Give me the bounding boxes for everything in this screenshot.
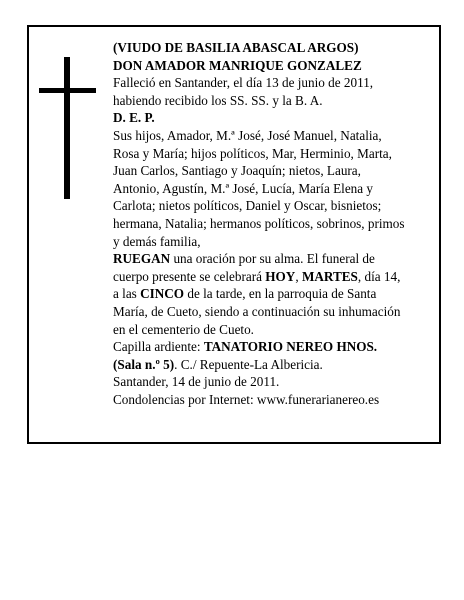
death-line: Falleció en Santander, el día 13 de junio de 2011, (113, 75, 374, 91)
request-line: María, de Cueto, siendo a continuación su inhumación (113, 303, 401, 319)
request-text: , día 14, (357, 268, 401, 284)
ruegan-text: RUEGAN (113, 251, 171, 267)
family-line: y demás familia, (113, 233, 201, 249)
family-line: Sus hijos, Amador, M.ª José, José Manuel, Natalia, (113, 127, 382, 143)
request-line: en el cementerio de Cueto. (113, 321, 254, 337)
martes-text: MARTES (301, 268, 358, 284)
rip-text: D. E. P. (113, 110, 155, 126)
request-text: de la tarde, en la parroquia de Santa (184, 286, 377, 302)
request-text: una oración por su alma. El funeral de (170, 251, 375, 267)
chapel-line (113, 338, 435, 356)
funeral-home-name: TANATORIO NEREO HNOS. (203, 339, 378, 355)
cinco-text: CINCO (140, 286, 185, 302)
request-text: cuerpo presente se celebrará (113, 268, 266, 284)
family-line: Rosa y María; hijos políticos, Mar, Herminio, Marta, (113, 145, 392, 161)
obituary-text (113, 39, 435, 408)
death-line: habiendo recibido los SS. SS. y la B. A. (113, 92, 323, 108)
family-line: hermana, Natalia; hermanos políticos, sobrinos, primos (113, 215, 405, 231)
cross-icon (64, 57, 70, 199)
chapel-label: Capilla ardiente: (113, 339, 204, 355)
condolences-line: Condolencias por Internet: www.funerarianereo.es (113, 391, 380, 407)
room-number: (Sala n.º 5) (113, 356, 175, 372)
cross-icon-bar (39, 88, 96, 93)
request-text: a las (113, 286, 141, 302)
request-line (113, 285, 435, 303)
request-line (113, 268, 435, 286)
family-line: Antonio, Agustín, M.ª José, Lucía, María Elena y (113, 180, 374, 196)
chapel-address: . C./ Repuente-La Albericia. (174, 356, 323, 372)
request-text: , (295, 268, 302, 284)
request-line (113, 250, 435, 268)
date-place: Santander, 14 de junio de 2011. (113, 374, 280, 390)
deceased-name: DON AMADOR MANRIQUE GONZALEZ (113, 57, 362, 73)
hoy-text: HOY (265, 268, 296, 284)
family-line: Juan Carlos, Santiago y Joaquín; nietos, Laura, (113, 163, 361, 179)
family-line: Carlota; nietos políticos, Daniel y Oscar, bisnietos; (113, 198, 382, 214)
widower-subtitle: (VIUDO DE BASILIA ABASCAL ARGOS) (113, 40, 359, 55)
chapel-address-line (113, 356, 435, 374)
